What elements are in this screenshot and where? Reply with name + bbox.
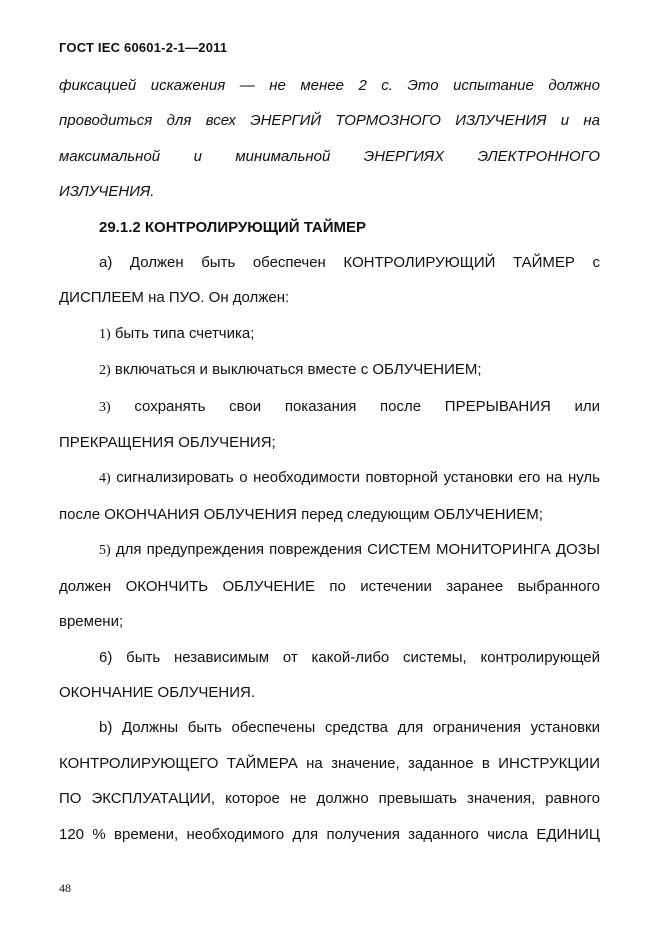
page-body bbox=[59, 68, 600, 852]
list-item-number: 3) bbox=[99, 399, 111, 415]
list-item-text: сохранять свои показания после ПРЕРЫВАНИЯ или ПРЕКРАЩЕНИЯ ОБЛУЧЕНИЯ; bbox=[59, 397, 601, 452]
paragraph-b-line-2: КОНТРОЛИРУЮЩЕГО ТАЙМЕРА на значение, заданное в ИНСТРУКЦИИ bbox=[59, 754, 600, 772]
list-item-number: 1) bbox=[99, 326, 111, 342]
paragraph-b-line-3: ПО ЭКСПЛУАТАЦИИ, которое не должно превышать значения, равного bbox=[59, 790, 600, 808]
list-item-text: сигнализировать о необходимости повторной установки его на нуль после ОКОНЧАНИЯ ОБЛУЧЕНИЯ перед следующим ОБЛУЧЕНИЕМ; bbox=[59, 469, 600, 523]
list-item-text: включаться и выключаться вместе с ОБЛУЧЕНИЕМ; bbox=[114, 361, 482, 379]
list-item-number: 4) bbox=[99, 471, 111, 487]
list-item-number: 6) bbox=[99, 648, 113, 666]
paragraph-a: а) Должен быть обеспечен КОНТРОЛИРУЮЩИЙ ТАЙМЕР с ДИСПЛЕЕМ на ПУО. Он должен: bbox=[59, 254, 600, 307]
list-item-number: 2) bbox=[99, 363, 111, 379]
continuation-line-2: проводиться для всех ЭНЕРГИЙ ТОРМОЗНОГО ИЗЛУЧЕНИЯ и на bbox=[59, 112, 600, 130]
continuation-line-1: фиксацией искажения — не менее 2 с. Это испытание должно bbox=[59, 77, 600, 94]
paragraph-b-line-1: b) Должны быть обеспечены средства для ограничения установки bbox=[99, 719, 600, 737]
page-header-standard-code: ГОСТ IEC 60601-2-1—2011 bbox=[59, 40, 228, 55]
list-item-text: для предупреждения повреждения СИСТЕМ МОНИТОРИНГА ДОЗЫ должен ОКОНЧИТЬ ОБЛУЧЕНИЕ по истечении заранее выбранного времени; bbox=[59, 541, 600, 631]
list-item-2 bbox=[59, 352, 600, 388]
list-item-4 bbox=[59, 460, 600, 532]
list-item-text: быть типа счетчика; bbox=[114, 324, 255, 342]
continuation-line-4: ИЗЛУЧЕНИЯ. bbox=[59, 183, 155, 201]
list-item-6 bbox=[59, 640, 600, 711]
list-item-5 bbox=[59, 532, 600, 639]
list-item-number: 5) bbox=[99, 543, 111, 559]
paragraph-b-line-4: 120 % времени, необходимого для получения заданного числа ЕДИНИЦ bbox=[59, 825, 600, 843]
list-item-1 bbox=[59, 316, 600, 352]
section-title: 29.1.2 КОНТРОЛИРУЮЩИЙ ТАЙМЕР bbox=[99, 218, 367, 236]
page-number: 48 bbox=[59, 881, 71, 895]
list-item-text: быть независимым от какой-либо системы, контролирующей ОКОНЧАНИЕ ОБЛУЧЕНИЯ. bbox=[59, 648, 601, 701]
continuation-line-3: максимальной и минимальной ЭНЕРГИЯХ ЭЛЕКТРОННОГО bbox=[59, 147, 600, 165]
list-item-3 bbox=[59, 389, 600, 461]
